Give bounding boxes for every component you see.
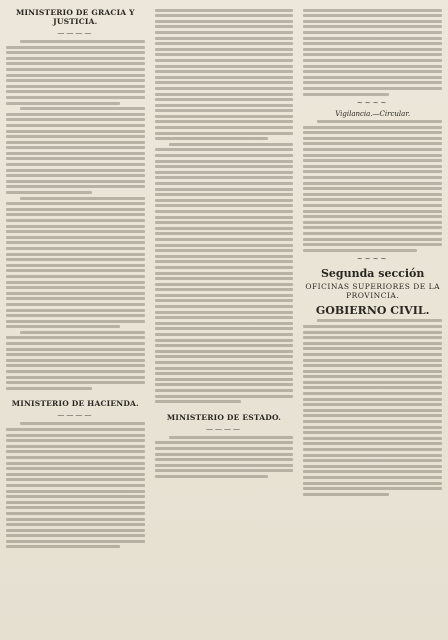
text-block	[155, 436, 294, 478]
section-heading: MINISTERIO DE ESTADO.	[166, 412, 282, 422]
column-3	[303, 6, 442, 634]
section-title: Segunda sección	[320, 266, 425, 280]
text-block	[303, 319, 442, 495]
text-block	[303, 120, 442, 252]
column-1	[6, 6, 145, 634]
ornament-rule: ————	[205, 424, 242, 433]
text-block	[6, 40, 145, 390]
text-block	[6, 422, 145, 548]
ornament-rule: ————	[57, 411, 94, 420]
section-subtitle: OFICINAS SUPERIORES DE LA PROVINCIA.	[305, 281, 440, 300]
ornament-rule: ————	[57, 29, 94, 37]
ornament-rule: ~~~~	[356, 98, 389, 107]
ornament-rule: ~~~~	[356, 254, 389, 263]
column-2	[155, 6, 294, 634]
section-heading: MINISTERIO DE HACIENDA.	[11, 399, 139, 409]
section-title: GOBIERNO CIVIL.	[315, 303, 430, 317]
section-heading: MINISTERIO DE GRACIA Y JUSTICIA.	[15, 8, 135, 26]
text-block	[155, 9, 294, 404]
text-block	[303, 9, 442, 96]
columns	[6, 6, 442, 634]
section-subheading: Vigilancia.—Circular.	[335, 109, 411, 118]
